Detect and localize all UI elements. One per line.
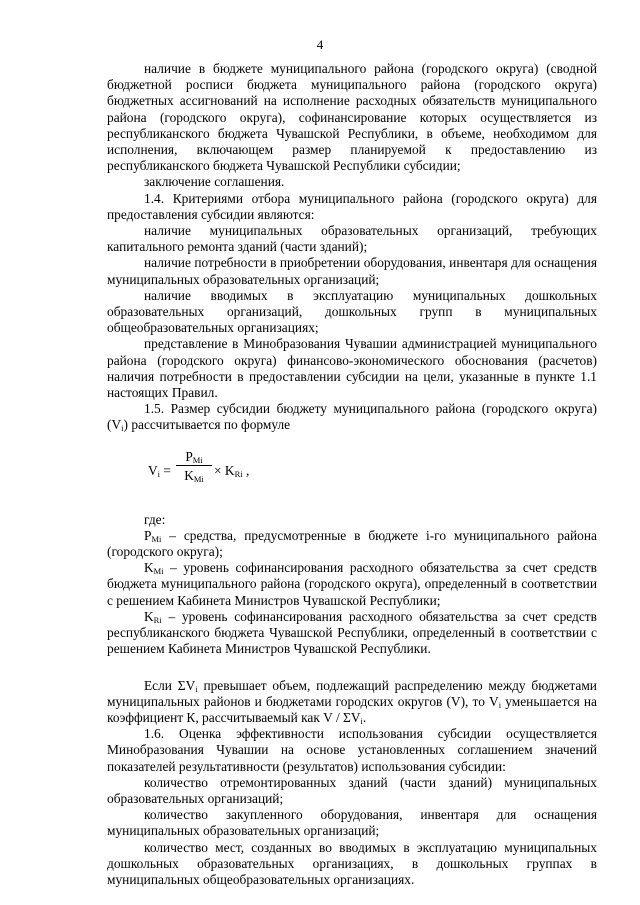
definition-symbol: K [144, 608, 154, 624]
text-fragment: . [362, 709, 367, 725]
paragraph-budget-condition: наличие в бюджете муниципального района (городского округа) (сводной бюджетной росписи бюджета муниципального района (городского округа) бюджетных ассигнований на исполнение расходных обязательств муниципального района (городского округа), софинансирование которых осуществляется из республиканского бюджета Чувашской Республики, в объеме, необходимом для исполнения, включающем размер планируемой к предоставлению из республиканского бюджета Чувашской Республики субсидии; [107, 61, 597, 174]
formula-symbol: P [185, 448, 193, 464]
definition-p-mi [107, 528, 597, 560]
text-fragment: уменьшается на коэффициент К, рассчитываемый как V / ΣV [107, 693, 597, 725]
formula-subscript: Mi [193, 473, 204, 484]
formula-denominator [176, 468, 212, 483]
definition-subscript: Mi [151, 533, 162, 544]
formula-subscript: i [157, 468, 161, 479]
paragraph-criterion-preschool: наличие вводимых в эксплуатацию муниципальных дошкольных образовательных организаций, дошкольных групп в муниципальных общеобразовательных организациях; [107, 287, 597, 336]
text-fragment: 1.5. Размер субсидии бюджету муниципального района (городского округа) (V [107, 401, 597, 433]
subscript: i [498, 699, 502, 710]
definition-symbol: K [144, 560, 154, 576]
formula-lhs [148, 463, 171, 479]
paragraph-criterion-equipment: наличие потребности в приобретении оборудования, инвентаря для оснащения муниципальных образовательных организаций; [107, 255, 597, 287]
paragraph-agreement: заключение соглашения. [144, 174, 285, 190]
paragraph-indicator-places: количество мест, созданных во вводимых в эксплуатацию муниципальных дошкольных образовательных организациях, в дошкольных группах в муниципальных общеобразовательных организациях. [107, 839, 597, 887]
formula-fraction [176, 449, 212, 483]
paragraph-indicator-repaired: количество отремонтированных зданий (части зданий) муниципальных образовательных организаций; [107, 774, 597, 806]
formula-subscript: Mi [192, 454, 203, 465]
paragraph-criterion-justification: представление в Минобразования Чувашии администрацией муниципального района (городского округа) финансово-экономического обоснования (расчетов) наличия потребности в предоставлении субсидии на цели, указанные в пункте 1.1 настоящих Правил. [107, 336, 597, 401]
formula-comma: , [242, 462, 250, 478]
paragraph-indicator-equipment: количество закупленного оборудования, инвентаря для оснащения муниципальных образовательных организаций; [107, 807, 597, 839]
subscript: i [195, 683, 198, 694]
definition-text: – уровень софинансирования расходного обязательства за счет средств республиканского бюджета Чувашской Республики, определенный в соответствии с решением Кабинета Министров Чувашской Республики. [107, 608, 597, 657]
definition-subscript: Mi [153, 566, 164, 577]
definition-text: – средства, предусмотренные в бюджете i-го муниципального района (городского округа); [107, 527, 597, 560]
definition-k-ri [107, 609, 597, 658]
text-fragment: превышает объем, подлежащий распределению между бюджетами муниципальных районов и бюджетами городских округов (V), то V [107, 677, 597, 709]
formula-symbol: K [184, 467, 194, 483]
definition-symbol: P [144, 527, 152, 543]
where-label: где: [144, 511, 166, 527]
subscript: i [121, 423, 124, 434]
definition-k-mi [107, 560, 597, 609]
definition-text: – уровень софинансирования расходного обязательства за счет средств бюджета муниципального района (городского округа), определенный в соответствии с решением Кабинета Министров Чувашской Республики; [107, 560, 597, 608]
formula-subscript: Ri [234, 468, 243, 479]
paragraph-efficiency: 1.6. Оценка эффективности использования субсидии осуществляется Минобразования Чувашии на основе установленных соглашением значений показателей результативности (результатов) использования субсидии: [107, 726, 597, 774]
paragraph-subsidy-size [107, 401, 597, 433]
text-fragment: Если ΣV [144, 677, 196, 693]
text-fragment: ) рассчитывается по формуле [123, 417, 291, 433]
subsidy-formula [148, 446, 597, 498]
formula-symbol: V [148, 462, 158, 478]
subscript: i [360, 715, 363, 726]
paragraph-sum-exceeds [107, 678, 597, 727]
formula-numerator [176, 449, 212, 464]
definition-subscript: Ri [153, 614, 162, 625]
document-body [107, 61, 597, 888]
paragraph-criteria-heading: 1.4. Критериями отбора муниципального района (городского округа) для предоставления субсидии являются: [107, 190, 597, 222]
page-number: 4 [316, 37, 324, 52]
formula-fraction-bar [176, 465, 212, 466]
paragraph-criterion-repair: наличие муниципальных образовательных организаций, требующих капитального ремонта зданий (части зданий); [107, 223, 597, 255]
formula-symbol: × K [214, 462, 235, 478]
formula-rhs [214, 463, 249, 479]
formula-equals: = [160, 462, 171, 478]
